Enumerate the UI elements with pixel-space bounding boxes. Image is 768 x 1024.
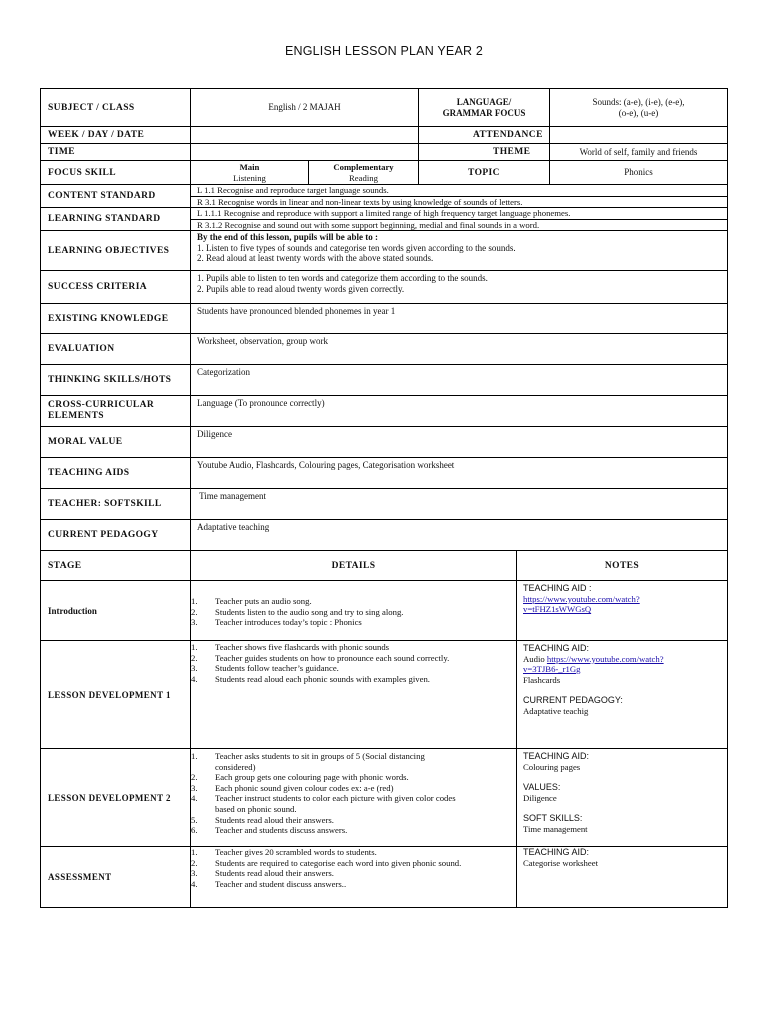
lesson-plan-table: [40, 88, 728, 908]
step-text: Teacher asks students to sit in groups of 5 (Social distancing: [215, 751, 425, 761]
notes-header: NOTES: [516, 551, 727, 580]
learning-standard-line: R 3.1.2 Recognise and sound out with some support beginning, medial and final sounds in a word.: [191, 219, 727, 230]
teaching-aids-label: TEACHING AIDS: [48, 468, 130, 478]
row-learning-objectives: [41, 230, 727, 270]
step-text: Teacher puts an audio song.: [215, 596, 312, 606]
step-text: Students read aloud their answers.: [215, 868, 334, 879]
notes-value: Adaptative teachig: [523, 705, 589, 716]
audio-label: Audio: [523, 653, 547, 664]
criteria-line: 1. Pupils able to listen to ten words and categorize them according to the sounds.: [197, 273, 488, 283]
cross-curricular-label: CROSS-CURRICULAR ELEMENTS: [48, 400, 155, 421]
stage-header: STAGE: [48, 560, 82, 571]
criteria-line: 2. Pupils able to read aloud twenty words given correctly.: [197, 283, 405, 294]
step-text: based on phonic sound.: [215, 803, 297, 814]
step-item: 3. Each phonic sound given colour codes ex: a-e (red): [191, 782, 394, 793]
main-skill: [190, 161, 308, 184]
notes-heading: TEACHING AID:: [523, 751, 590, 761]
step-text: Each group gets one colouring page with phonic words.: [215, 772, 409, 783]
step-item: 4. Teacher instruct students to color each picture with given color codes: [191, 793, 456, 804]
topic-label: TOPIC: [418, 161, 549, 184]
notes-heading: SOFT SKILLS:: [523, 813, 583, 823]
thinking-skills-label: THINKING SKILLS/HOTS: [48, 375, 172, 385]
content-standard-value: [190, 185, 727, 207]
step-item: 4. Teacher and student discuss answers..: [191, 878, 347, 889]
evaluation-label: EVALUATION: [48, 344, 115, 354]
thinking-skills-value: Categorization: [190, 365, 727, 395]
row-focus-skill: [41, 160, 727, 184]
row-teaching-aids: [41, 457, 727, 488]
step-text: considered): [215, 761, 256, 772]
notes-heading: CURRENT PEDAGOGY:: [523, 695, 623, 705]
complementary-skill: [308, 161, 418, 184]
step-text: Students read aloud each phonic sounds with examples given.: [215, 673, 430, 684]
existing-knowledge-label: EXISTING KNOWLEDGE: [48, 313, 169, 324]
stage-notes: [516, 847, 727, 907]
notes-heading: TEACHING AID:: [523, 643, 590, 653]
step-text: Teacher and student discuss answers..: [215, 878, 347, 889]
learning-standard-value: [190, 208, 727, 230]
step-item: 5. Students read aloud their answers.: [191, 814, 334, 825]
stage-name: Introduction: [48, 605, 97, 616]
step-item: 2. Students are required to categorise each word into given phonic sound.: [191, 857, 462, 868]
stage-name: LESSON DEVELOPMENT 1: [48, 689, 171, 700]
step-item: 1. Teacher puts an audio song.: [191, 596, 312, 606]
notes-heading: VALUES:: [523, 782, 561, 792]
step-item: 3. Students follow teacher’s guidance.: [191, 663, 339, 674]
objective-line: 2. Read aloud at least twenty words with the above stated sounds.: [197, 253, 434, 263]
objective-line: 1. Listen to five types of sounds and categorise ten words given according to the sounds.: [197, 242, 516, 253]
notes-value: Categorise worksheet: [523, 857, 599, 868]
stage-notes: [516, 749, 727, 846]
language-label-line2: GRAMMAR FOCUS: [442, 107, 526, 118]
row-week: [41, 126, 727, 143]
step-item: 1. Teacher shows five flashcards with phonic sounds: [191, 642, 390, 652]
details-header: DETAILS: [190, 551, 516, 580]
current-pedagogy-label: CURRENT PEDAGOGY: [48, 530, 159, 540]
existing-knowledge-value: Students have pronounced blended phonemes in year 1: [190, 304, 727, 333]
row-moral-value: [41, 426, 727, 457]
row-learning-standard: [41, 207, 727, 230]
week-value[interactable]: [190, 127, 418, 143]
youtube-link[interactable]: https://www.youtube.com/watch?: [546, 653, 664, 664]
step-text: Each phonic sound given colour codes ex: a-e (red): [215, 782, 394, 793]
subject-value: English / 2 MAJAH: [190, 89, 418, 126]
softskill-label: TEACHER: SOFTSKILL: [48, 499, 162, 509]
subject-label: SUBJECT / CLASS: [48, 102, 135, 113]
step-item-continued: [191, 762, 516, 773]
youtube-link[interactable]: https://www.youtube.com/watch?: [523, 593, 640, 604]
row-stage-assessment: [41, 846, 727, 907]
step-text: Students follow teacher’s guidance.: [215, 663, 339, 674]
learning-standard-label: LEARNING STANDARD: [48, 214, 161, 224]
row-content-standard: [41, 184, 727, 207]
evaluation-value: Worksheet, observation, group work: [190, 334, 727, 364]
row-cross-curricular: [41, 395, 727, 426]
attendance-value[interactable]: [549, 127, 727, 143]
complementary-skill-value: Reading: [349, 172, 378, 183]
step-item: 2. Each group gets one colouring page with phonic words.: [191, 772, 409, 783]
notes-value: Flashcards: [523, 674, 561, 685]
notes-heading: TEACHING AID:: [523, 847, 590, 857]
step-item: 6. Teacher and students discuss answers.: [191, 825, 348, 836]
stage-notes: [516, 581, 727, 640]
notes-heading: TEACHING AID :: [523, 583, 592, 593]
language-label: [418, 89, 549, 126]
stage-details: [190, 847, 516, 907]
step-item: 4. Students read aloud each phonic sounds with examples given.: [191, 673, 430, 684]
step-text: Teacher guides students on how to pronounce each sound correctly.: [215, 652, 450, 663]
learning-standard-line: L 1.1.1 Recognise and reproduce with support a limited range of high frequency target language phonemes.: [197, 208, 571, 218]
stage-name: LESSON DEVELOPMENT 2: [48, 792, 171, 803]
success-criteria-label: SUCCESS CRITERIA: [48, 282, 148, 292]
step-text: Students are required to categorise each word into given phonic sound.: [215, 857, 462, 868]
step-text: Teacher shows five flashcards with phonic sounds: [215, 642, 390, 652]
language-value-line1: Sounds: (a-e), (i-e), (e-e),: [592, 97, 685, 107]
topic-value: Phonics: [549, 161, 727, 184]
youtube-link-cont[interactable]: v=tFHZ1sWWGsQ: [523, 604, 592, 614]
language-value-line2: (o-e), (u-e): [618, 107, 659, 118]
step-item: 3. Students read aloud their answers.: [191, 868, 334, 879]
step-item: 2. Students listen to the audio song and try to sing along.: [191, 606, 404, 617]
moral-value-label: MORAL VALUE: [48, 437, 123, 447]
step-text: Students read aloud their answers.: [215, 814, 334, 825]
success-criteria-value: [190, 271, 727, 303]
current-pedagogy-value: Adaptative teaching: [190, 520, 727, 550]
language-label-line1: LANGUAGE/: [456, 96, 512, 107]
focus-skill-label: FOCUS SKILL: [48, 167, 117, 178]
row-evaluation: [41, 333, 727, 364]
step-text: Teacher and students discuss answers.: [215, 825, 348, 836]
attendance-label: ATTENDANCE: [418, 127, 549, 143]
row-thinking-skills: [41, 364, 727, 395]
step-text: Teacher instruct students to color each picture with given color codes: [215, 793, 456, 804]
row-subject: [41, 89, 727, 126]
language-value: [549, 89, 727, 126]
complementary-skill-label: Complementary: [333, 162, 394, 172]
content-standard-label: CONTENT STANDARD: [48, 191, 156, 201]
stage-details: [190, 581, 516, 640]
stage-notes: [516, 641, 727, 748]
step-text: Students listen to the audio song and try to sing along.: [215, 606, 404, 617]
row-existing-knowledge: [41, 303, 727, 333]
stage-details: [190, 749, 516, 846]
theme-value: World of self, family and friends: [549, 144, 727, 160]
cross-curricular-value: Language (To pronounce correctly): [190, 396, 727, 426]
week-label: WEEK / DAY / DATE: [48, 130, 145, 140]
objectives-intro: By the end of this lesson, pupils will be able to :: [197, 232, 379, 242]
notes-value: Diligence: [523, 792, 557, 803]
main-skill-label: Main: [239, 162, 260, 172]
notes-value: Time management: [523, 823, 588, 834]
step-item: 2. Teacher guides students on how to pronounce each sound correctly.: [191, 652, 450, 663]
notes-value: Colouring pages: [523, 761, 581, 772]
step-text: Teacher gives 20 scrambled words to students.: [215, 847, 377, 857]
moral-value-value: Diligence: [190, 427, 727, 457]
row-stage-header: [41, 550, 727, 580]
step-item-continued: [191, 804, 516, 815]
learning-objectives-value: [190, 231, 727, 270]
content-standard-line: R 3.1 Recognise words in linear and non-linear texts by using knowledge of sounds of letters.: [191, 196, 727, 207]
page-title: ENGLISH LESSON PLAN YEAR 2: [284, 44, 484, 58]
teaching-aids-value: Youtube Audio, Flashcards, Colouring pages, Categorisation worksheet: [190, 458, 727, 488]
time-value[interactable]: [190, 144, 418, 160]
time-label: TIME: [48, 147, 75, 157]
softskill-value: Time management: [190, 489, 727, 519]
row-stage-development-1: [41, 640, 727, 748]
youtube-link-cont[interactable]: v=3TJB6-_r1Gg: [523, 664, 581, 674]
stage-details: [190, 641, 516, 748]
learning-objectives-label: LEARNING OBJECTIVES: [48, 245, 170, 256]
stage-name: ASSESSMENT: [48, 872, 112, 882]
row-time: [41, 143, 727, 160]
row-stage-development-2: [41, 748, 727, 846]
row-current-pedagogy: [41, 519, 727, 550]
row-success-criteria: [41, 270, 727, 303]
step-text: Teacher introduces today’s topic : Phonics: [215, 617, 362, 628]
main-skill-value: Listening: [233, 172, 266, 183]
row-stage-introduction: [41, 580, 727, 640]
theme-label: THEME: [418, 144, 549, 160]
row-softskill: [41, 488, 727, 519]
step-item: 3. Teacher introduces today’s topic : Phonics: [191, 617, 362, 628]
step-item: 1. Teacher asks students to sit in groups of 5 (Social distancing: [191, 751, 425, 761]
step-item: 1. Teacher gives 20 scrambled words to students.: [191, 847, 377, 857]
content-standard-line: L 1.1 Recognise and reproduce target language sounds.: [197, 185, 389, 195]
